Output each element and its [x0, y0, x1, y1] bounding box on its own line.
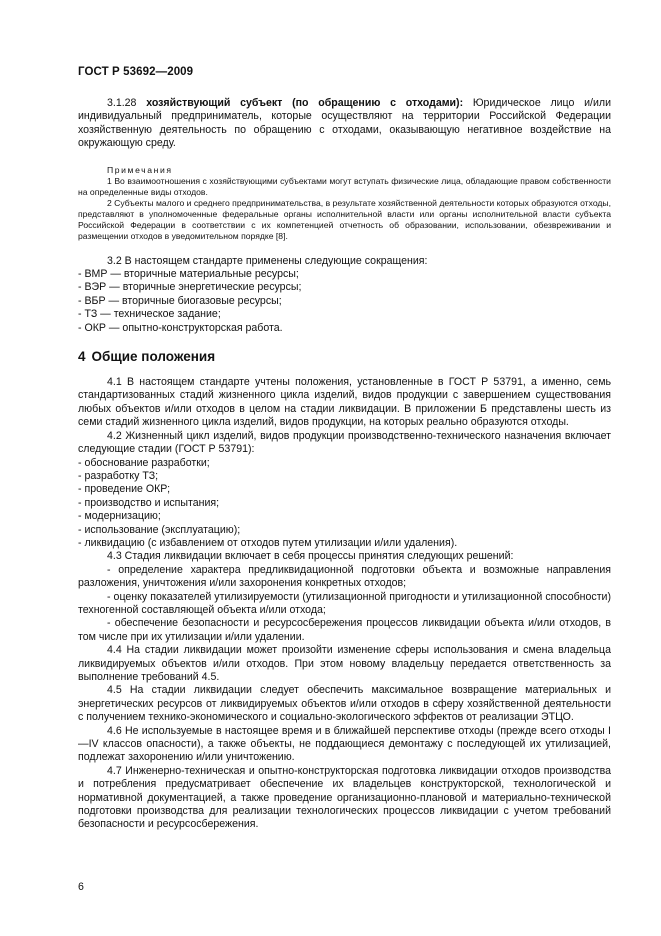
paragraph-4-2: 4.2 Жизненный цикл изделий, видов продукции производственно-технического назначения включает следующие стадии (ГОСТ Р 53791):	[78, 429, 611, 456]
paragraph-4-7: 4.7 Инженерно-техническая и опытно-конструкторская подготовка ликвидации отходов производства и потребления предусматривает обеспечение их владельцев конструкторской, технологической и нормативной документацией, а также проведение организационно-плановой и материально-технической подготовки производства для реализации технологических процессов ликвидации с учетом требований безопасности и ресурсосбережения.	[78, 764, 611, 831]
abbreviation-item: - ВЭР — вторичные энергетические ресурсы;	[78, 281, 302, 294]
paragraph-4-5: 4.5 На стадии ликвидации следует обеспечить максимальное возвращение материальных и энергетических ресурсов от ликвидируемых объектов и/или отходов в сферу хозяйственной деятельности с получением технико-экономического и социально-экологического эффектов от реализации ЭТЦО.	[78, 684, 611, 724]
paragraph-4-4: 4.4 На стадии ликвидации может произойти изменение сферы использования и смена владельца ликвидируемых объектов и/или отходов. При этом новому владельцу передается ответственность за выполнение требований 4.5.	[78, 644, 611, 683]
paragraph-4-3: 4.3 Стадия ликвидации включает в себя процессы принятия следующих решений:	[107, 550, 514, 563]
lifecycle-stage-item: - разработку ТЗ;	[78, 469, 159, 482]
page-number: 6	[78, 881, 84, 893]
liquidation-decision-item: - оценку показателей утилизируемости (утилизационной пригодности и утилизационной способности) техногенной составляющей объекта и/или отхода;	[78, 590, 611, 616]
liquidation-decision-item: - обеспечение безопасности и ресурсосбережения процессов ликвидации объекта и/или отходов, в том числе при их утилизации и/или удалении.	[78, 617, 611, 643]
section-heading	[78, 349, 611, 365]
abbreviation-item: - ВМР — вторичные материальные ресурсы;	[78, 268, 299, 281]
paragraph-4-1: 4.1 В настоящем стандарте учтены положения, установленные в ГОСТ Р 53791, а именно, семь стандартизованных стадий жизненного цикла изделий, видов продукции с завершением существования любых объектов и/или отходов в целом на стадии ликвидации. В приложении Б представлены шесть из семи стадий жизненного цикла изделий, видов продукции, на которых реально образуются отходы.	[78, 376, 611, 429]
definition-text: Юридическое лицо и/или индивидуальный предприниматель, которые осуществляют на территории Российской Федерации хозяйственную деятельность по обращению с отходами, оказывающую негативное воздействие на окружающую среду.	[78, 97, 611, 150]
lifecycle-stage-item: - модернизацию;	[78, 510, 161, 523]
standard-header: ГОСТ Р 53692—2009	[78, 66, 194, 78]
abbreviations-block	[78, 255, 611, 335]
definition-term: хозяйствующий субъект (по обращению с отходами):	[146, 97, 464, 109]
definition-number: 3.1.28	[107, 97, 137, 109]
lifecycle-stage-item: - производство и испытания;	[78, 496, 220, 509]
notes-block	[78, 165, 611, 242]
note-1: 1 Во взаимоотношения с хозяйствующими субъектами могут вступать физические лица, обладающие правом собственности на определенные виды отходов.	[78, 175, 611, 197]
lifecycle-stage-item: - проведение ОКР;	[78, 483, 171, 496]
abbreviation-item: - ТЗ — техническое задание;	[78, 308, 221, 321]
lifecycle-stage-item: - ликвидацию (с избавлением от отходов путем утилизации и/или удаления).	[78, 536, 458, 549]
note-2: 2 Субъекты малого и среднего предпринимательства, в результате хозяйственной деятельности которых образуются отходы, представляют в уполномоченные федеральные органы исполнительной власти или органы исполнительной власти субъекта Российской Федерации в соответствии с их компетенцией отчетность об образовании, использовании, обезвреживании и размещении отходов в уведомительном порядке [8].	[78, 197, 611, 241]
section-title: Общие положения	[91, 349, 216, 365]
notes-title: Примечания	[107, 164, 173, 175]
abbreviations-intro: 3.2 В настоящем стандарте применены следующие сокращения:	[107, 254, 428, 267]
lifecycle-stage-item: - обоснование разработки;	[78, 456, 210, 469]
lifecycle-stage-item: - использование (эксплуатацию);	[78, 523, 241, 536]
liquidation-decision-item: - определение характера предликвидационной подготовки объекта и возможные направления разложения, уничтожения и/или захоронения конкретных отходов;	[78, 563, 611, 590]
abbreviation-item: - ВБР — вторичные биогазовые ресурсы;	[78, 294, 282, 307]
page-content	[78, 97, 611, 832]
paragraph-4-6: 4.6 Не используемые в настоящее время и в ближайшей перспективе отходы (прежде всего отходы I—IV классов опасности), а также объекты, не поддающиеся демонтажу с последующей их утилизацией, подлежат захоронению и/или уничтожению.	[78, 724, 611, 764]
abbreviation-item: - ОКР — опытно-конструкторская работа.	[78, 321, 283, 334]
section-number: 4	[78, 349, 86, 365]
definition-3-1-28	[78, 97, 611, 151]
